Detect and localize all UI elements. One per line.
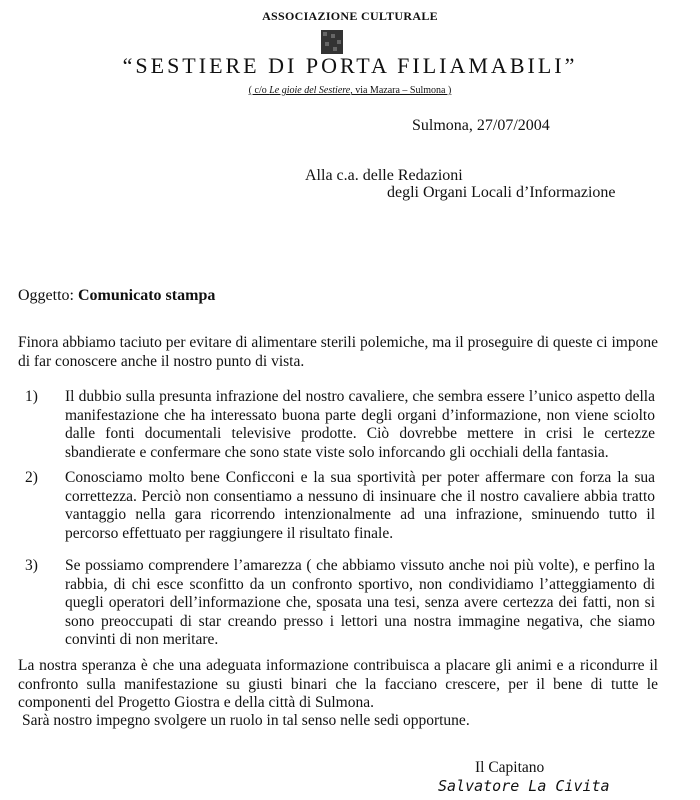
recipient-line-1: Alla c.a. delle Redazioni [305,167,463,184]
signer-title: Il Capitano [475,759,545,776]
intro-paragraph: Finora abbiamo taciuto per evitare di alimentare sterili polemiche, ma il proseguire di queste ci impone di far conoscere anche il nostro punto di vista. [18,334,658,370]
list-item-number: 1) [25,388,38,405]
address-venue: Le gioie del Sestiere [269,85,351,96]
association-logo [321,30,343,54]
closing-paragraph: La nostra speranza è che una adeguata informazione contribuisca a placare gli animi e a ricondurre il confronto sulla manifestazione su giusti binari che la facciano crescere, per il bene di tutte le componenti del Progetto Giostra e della città di Sulmona. [18,657,658,711]
association-name: “SESTIERE DI PORTA FILIAMABILI” [122,53,578,78]
association-label: ASSOCIAZIONE CULTURALE [262,9,438,23]
subject-label: Oggetto: [18,287,74,304]
list-item [25,557,655,650]
association-address [0,85,700,96]
subject-line [18,287,215,305]
list-item-number: 3) [25,557,38,574]
signature: Salvatore La Civita [438,777,610,795]
address-suffix: , via Mazara – Sulmona ) [350,85,452,96]
list-item-text: Se possiamo comprendere l’amarezza ( che abbiamo vissuto anche noi più volte), e perfino la rabbia, di chi esce sconfitto da un confronto sportivo, non condividiamo l’atteggiamento di quegli operatori dell’informazione che, sposata una tesi, senza avere certezza dei fatti, non si sono preoccupati di star creando presso i lettori una nostra immagine negativa, che siamo convinti di non meritare. [65,557,655,648]
list-item-text: Conosciamo molto bene Conficconi e la sua sportività per poter affermare con forza la sua correttezza. Perciò non consentiamo a nessuno di insinuare che il nostro cavaliere abbia tratto vantaggio nella gara ricorrendo intenzionalmente ad una infrazione, sminuendo tutto il percorso effettuato per raggiungere il risultato finale. [65,469,655,542]
list-item-number: 2) [25,469,38,486]
recipient-line-2: degli Organi Locali d’Informazione [387,184,616,201]
list-item-text: Il dubbio sulla presunta infrazione del nostro cavaliere, che sembra essere l’unico aspetto della manifestazione che ha interessato buona parte degli organi d’informazione, non viene sciolto dalle fonti documentali televisive prodotte. Ciò dovrebbe mettere in crisi le certezze sbandierate e confermare che sono state viste solo inforcando gli occhiali della fantasia. [65,388,655,461]
list-item [25,388,655,462]
letter-date: Sulmona, 27/07/2004 [412,117,550,134]
address-prefix: ( c/o [248,85,270,96]
list-item [25,469,655,543]
final-sentence: Sarà nostro impegno svolgere un ruolo in tal senso nelle sedi opportune. [22,712,470,729]
subject-text: Comunicato stampa [78,287,216,304]
